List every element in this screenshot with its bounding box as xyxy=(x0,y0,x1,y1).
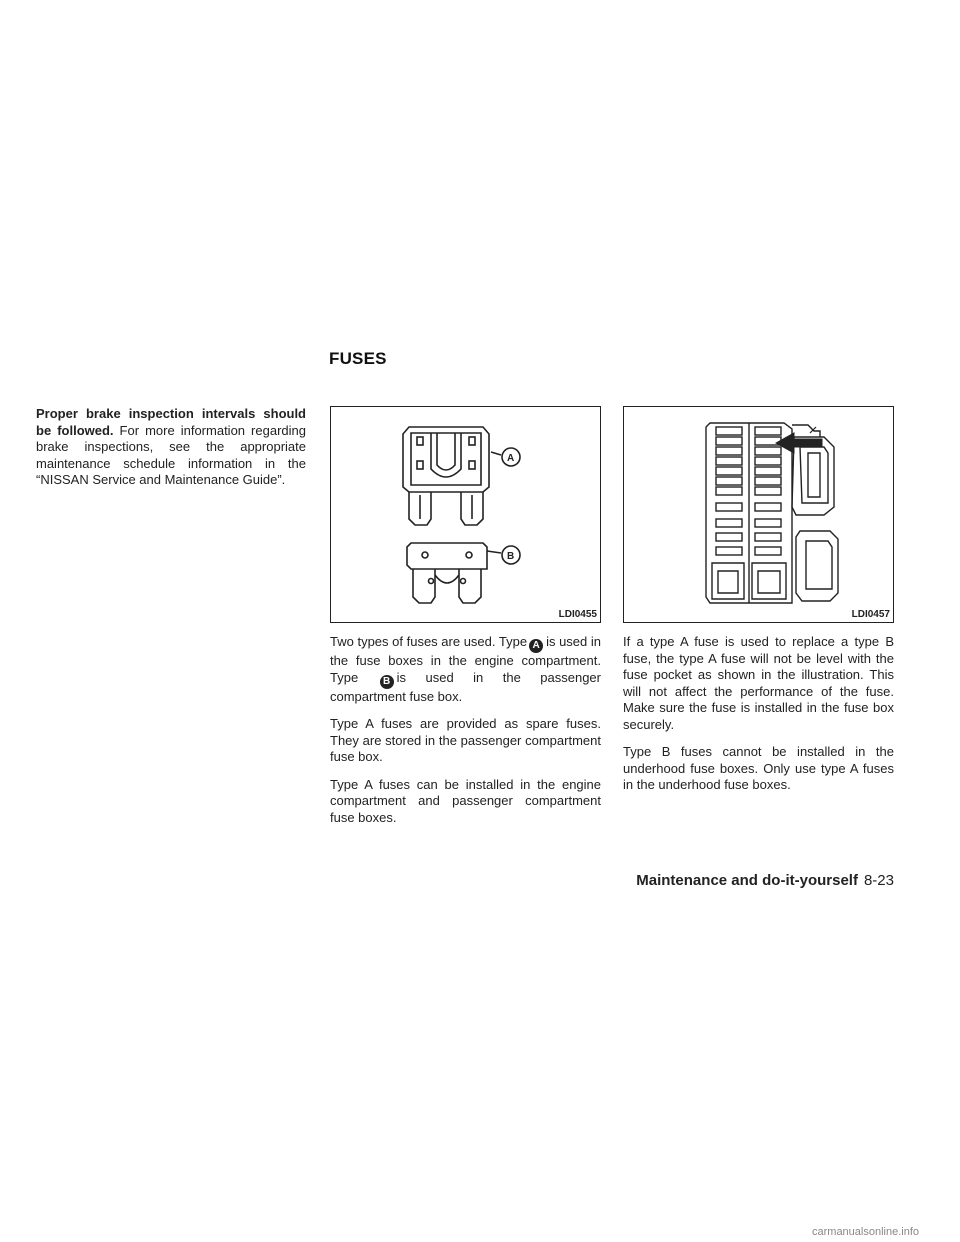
watermark: carmanualsonline.info xyxy=(812,1226,920,1238)
type-a-install-paragraph: Type A fuses can be installed in the engine compartment and passenger compartment fuse boxes. xyxy=(330,776,601,825)
brake-lead-text: Proper brake inspection intervals should be followed. xyxy=(36,406,306,438)
fuse-types-text-3: is used in the passenger compartment fuse box. xyxy=(330,669,601,704)
spare-fuses-paragraph: Type A fuses are provided as spare fuses. They are stored in the passenger compartment fuse box. xyxy=(330,716,601,764)
fuse-types-figure xyxy=(330,406,601,623)
fuse-types-text xyxy=(330,634,601,837)
fuse-types-text-1: Two types of fuses are used. Type xyxy=(330,634,528,649)
callout-a-badge: A xyxy=(529,639,543,653)
page-footer xyxy=(620,872,894,889)
brake-inspection-paragraph xyxy=(36,406,306,500)
brake-body-text: For more information regarding brake inspections, see the appropriate maintenance schedule information in the “NISSAN Service and Maintenance Guide”. xyxy=(36,422,306,487)
figure-code: LDI0455 xyxy=(558,609,597,620)
fuse-label-b: B xyxy=(507,551,515,562)
fuse-box-illustration xyxy=(624,407,895,624)
page-number: 8-23 xyxy=(863,872,894,889)
fuse-box-figure xyxy=(623,406,894,623)
footer-section-title: Maintenance and do-it-yourself xyxy=(636,872,858,889)
type-b-restriction-paragraph: Type B fuses cannot be installed in the underhood fuse boxes. Only use type A fuses in the underhood fuse boxes. xyxy=(623,744,894,792)
fuse-label-a: A xyxy=(507,453,515,464)
figure-code: LDI0457 xyxy=(851,609,890,620)
fuse-replacement-text xyxy=(623,634,894,805)
fuse-types-text-2: is used in the fuse boxes in the engine compartment. Type xyxy=(330,634,601,685)
section-title: FUSES xyxy=(329,349,387,368)
fuse-types-illustration xyxy=(331,407,602,624)
type-a-replacement-paragraph: If a type A fuse is used to replace a type B fuse, the type A fuse will not be level with the fuse pocket as shown in the illustration. This will not affect the performance of the fuse. Make sure the fuse is installed in the fuse box securely. xyxy=(623,634,894,732)
callout-b-badge: B xyxy=(380,675,394,689)
